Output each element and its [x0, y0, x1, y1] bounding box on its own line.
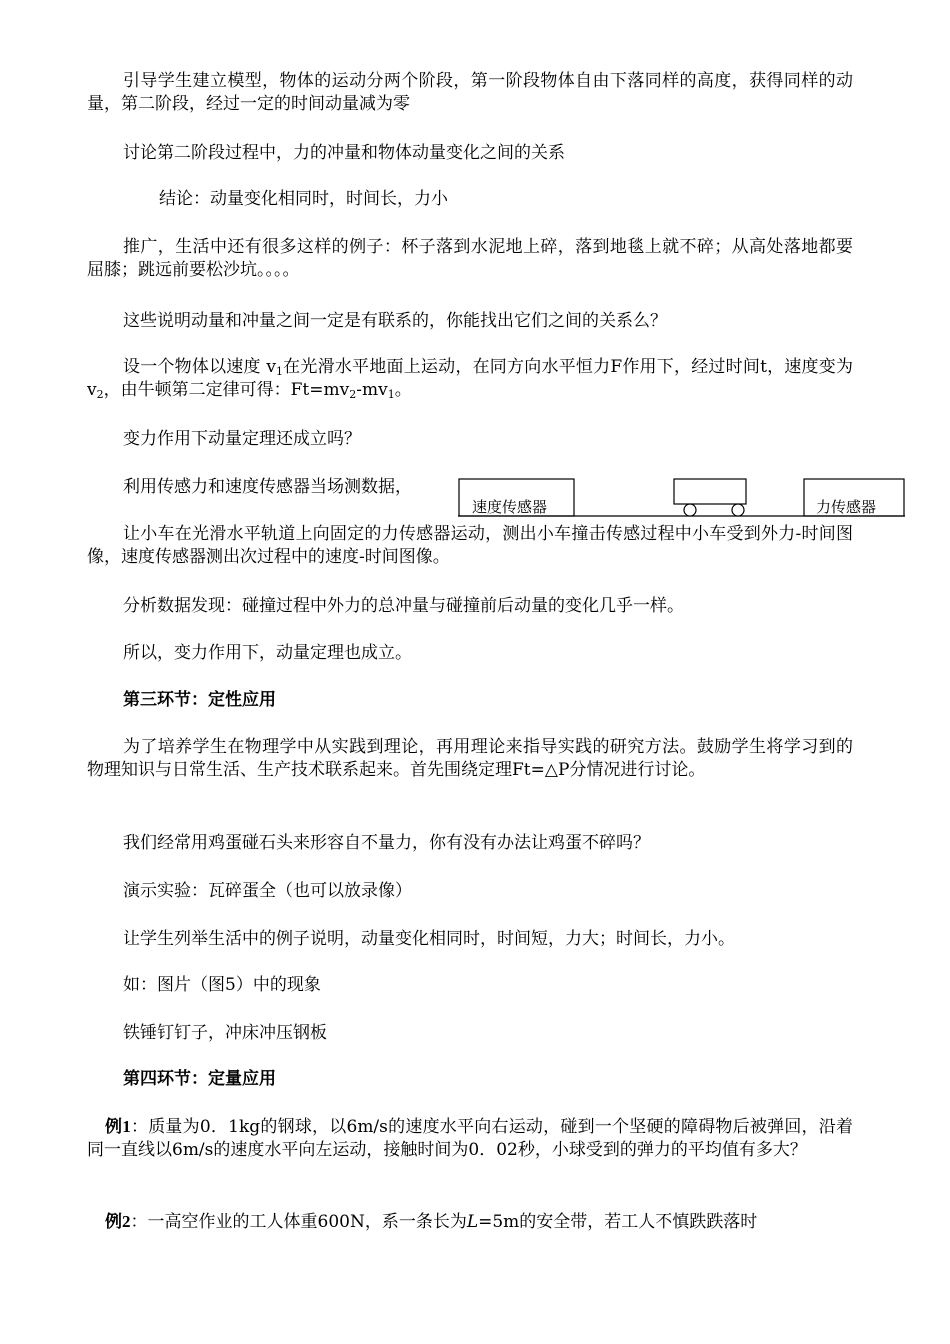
speed-sensor-label: 速度传感器 [472, 498, 548, 516]
paragraph-question: 这些说明动量和冲量之间一定是有联系的，你能找出它们之间的关系么？ [123, 311, 667, 331]
paragraph-model: 引导学生建立模型，物体的运动分两个阶段，第一阶段物体自由下落同样的高度，获得同样的动量，第二阶段，经过一定的时间动量减为零 [87, 71, 853, 114]
section-heading-3: 第三环节：定性应用 [123, 690, 276, 710]
section-heading-4: 第四环节：定量应用 [123, 1069, 276, 1089]
paragraph-conclusion: 结论：动量变化相同时，时间长，力小 [159, 189, 448, 209]
example-2: 例2：一高空作业的工人体重600N，系一条长为L=5m的安全带，若工人不慎跌跌落时 [105, 1212, 758, 1232]
example-1-label: 例1 [105, 1117, 131, 1136]
paragraph-analysis: 分析数据发现：碰撞过程中外力的总冲量与碰撞前后动量的变化几乎一样。 [123, 596, 684, 616]
force-sensor-label: 力传感器 [816, 498, 877, 516]
paragraph-cart-experiment: 让小车在光滑水平轨道上向固定的力传感器运动，测出小车撞击传感过程中小车受到外力-时间图像，速度传感器测出次过程中的速度-时间图像。 [87, 524, 853, 567]
paragraph-sensors: 利用传感力和速度传感器当场测数据， [123, 477, 412, 497]
paragraph-discussion: 讨论第二阶段过程中，力的冲量和物体动量变化之间的关系 [123, 143, 565, 163]
cart-wheel-left [684, 504, 696, 516]
paragraph-figure-ref: 如：图片（图5）中的现象 [123, 975, 321, 995]
example-1: 例1：质量为0．1kg的钢球，以6m/s的速度水平向右运动，碰到一个坚硬的障碍物后被弹回，沿着同一直线以6m/s的速度水平向左运动，接触时间为0．02秒，小球受到的弹力的平均值有多大？ [87, 1117, 854, 1160]
paragraph-egg-question: 我们经常用鸡蛋碰石头来形容自不量力，你有没有办法让鸡蛋不碎吗？ [123, 833, 650, 853]
example-2-label: 例2 [105, 1212, 131, 1231]
paragraph-examples: 推广，生活中还有很多这样的例子：杯子落到水泥地上碎，落到地毯上就不碎；从高处落地都要屈膝；跳远前要松沙坑。。。。 [87, 237, 853, 280]
paragraph-method: 为了培养学生在物理学中从实践到理论，再用理论来指导实践的研究方法。鼓励学生将学习到的物理知识与日常生活、生产技术联系起来。首先围绕定理Ft=△P分情况进行讨论。 [87, 737, 853, 780]
paragraph-hammer: 铁锤钉钉子，冲床冲压钢板 [123, 1023, 327, 1043]
paragraph-derivation: 设一个物体以速度 $v_1$在光滑水平地面上运动，在同方向水平恒力F作用下，经过时间t，速度变为$v_2$，由牛顿第二定律可得：$Ft=mv_2-mv_1$。 [87, 357, 853, 401]
cart-wheel-right [732, 504, 744, 516]
sensor-diagram [458, 478, 908, 520]
paragraph-student-examples: 让学生列举生活中的例子说明，动量变化相同时，时间短，力大；时间长，力小。 [123, 929, 735, 949]
paragraph-variable-force: 变力作用下动量定理还成立吗？ [123, 429, 361, 449]
paragraph-demo: 演示实验：瓦碎蛋全（也可以放录像） [123, 881, 412, 901]
cart-body [674, 479, 746, 504]
paragraph-result: 所以，变力作用下，动量定理也成立。 [123, 643, 412, 663]
